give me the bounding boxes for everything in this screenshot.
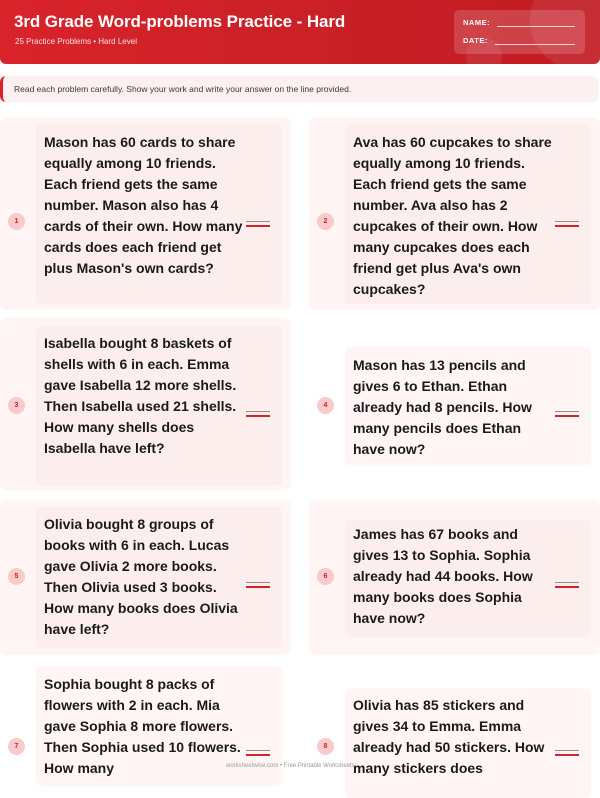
problem-text: Olivia bought 8 groups of books with 6 in each. Lucas gave Olivia 2 more books. Then Olivia used 3 books. How many books does Olivia have left?	[44, 516, 238, 637]
problem-card	[0, 500, 291, 655]
instructions-banner	[0, 76, 598, 102]
problem-number-badge: 2	[317, 213, 334, 230]
date-label: DATE:	[463, 36, 488, 45]
answer-line[interactable]	[555, 750, 579, 756]
problem-number-badge: 8	[317, 738, 334, 755]
answer-line[interactable]	[246, 750, 270, 756]
problem-card	[309, 318, 600, 490]
problem-number-badge: 5	[8, 568, 25, 585]
problem-number-badge: 1	[8, 213, 25, 230]
date-line	[495, 44, 575, 45]
problem-text: Sophia bought 8 packs of flowers with 2 in each. Mia gave Sophia 8 more flowers. Then Sophia used 10 flowers. How many	[44, 676, 241, 776]
answer-line[interactable]	[555, 221, 579, 227]
footer-credit: worksheetwise.com • Free Printable Worksheets	[226, 763, 355, 769]
problem-text: Mason has 13 pencils and gives 6 to Ethan. Ethan already had 8 pencils. How many pencils does Ethan have now?	[353, 357, 532, 457]
problem-card	[0, 318, 291, 490]
problem-text: Olivia has 85 stickers and gives 34 to Emma. Emma already had 50 stickers. How many stickers does	[353, 697, 545, 776]
problem-card	[309, 500, 600, 655]
answer-line[interactable]	[555, 582, 579, 588]
problem-number-badge: 6	[317, 568, 334, 585]
name-line	[497, 26, 575, 27]
page-subtitle: 25 Practice Problems • Hard Level	[15, 37, 137, 46]
page-title: 3rd Grade Word-problems Practice - Hard	[14, 12, 346, 31]
problem-number-badge: 3	[8, 397, 25, 414]
problem-text: Isabella bought 8 baskets of shells with 6 in each. Emma gave Isabella 12 more shells. Then Isabella used 21 shells. How many shells does Isabella have left?	[44, 335, 237, 456]
answer-line[interactable]	[246, 582, 270, 588]
answer-line[interactable]	[246, 411, 270, 417]
answer-line[interactable]	[555, 411, 579, 417]
problem-number-badge: 4	[317, 397, 334, 414]
instructions-text: Read each problem carefully. Show your work and write your answer on the line provided.	[14, 84, 352, 94]
problem-text: James has 67 books and gives 13 to Sophia. Sophia already had 44 books. How many books does Sophia have now?	[353, 526, 533, 626]
problem-text: Ava has 60 cupcakes to share equally among 10 friends. Each friend gets the same number. Ava also has 2 cupcakes of their own. How many cupcakes does each friend get plus Ava's own cupcakes?	[353, 134, 552, 297]
worksheet-header	[0, 0, 600, 64]
name-label: NAME:	[463, 18, 491, 27]
problem-card	[309, 117, 600, 310]
problem-number-badge: 7	[8, 738, 25, 755]
answer-line[interactable]	[246, 221, 270, 227]
problem-card	[0, 117, 291, 310]
name-date-box	[454, 10, 585, 54]
problem-text: Mason has 60 cards to share equally among 10 friends. Each friend gets the same number. Mason also has 4 cards of their own. How many cards does each friend get plus Mason's own cards?	[44, 134, 243, 276]
